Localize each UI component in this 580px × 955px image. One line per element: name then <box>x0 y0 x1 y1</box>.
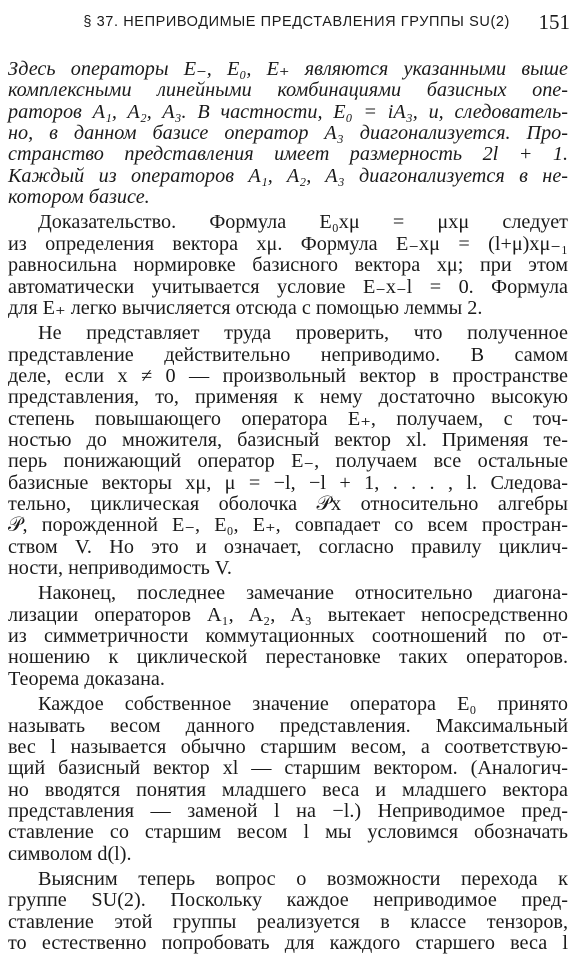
text-line: ставление этой группы реализуется в классе тензоров, <box>8 910 568 933</box>
text-line: котором базисе. <box>8 186 150 209</box>
text-line: группе SU(2). Поскольку каждое неприводимое пред- <box>8 889 568 912</box>
text-line: равносильна нормировке базисного вектора xμ; при этом <box>8 254 568 277</box>
text-line: представления, то, применяя к нему достаточно высокую <box>8 386 568 409</box>
text-line: ности, неприводимость V. <box>8 557 232 580</box>
text-line: то естественно попробовать для каждого старшего веса l <box>8 932 568 954</box>
text-line: 𝒫, порожденной E₋, E₀, E₊, совпадает со всем простран- <box>8 514 568 537</box>
text-line: Каждый из операторов A₁, A₂, A₃ диагонализуется в не- <box>8 164 568 187</box>
text-line: Доказательство. Формула E₀xμ = μxμ следует <box>38 211 568 234</box>
text-line: из определения вектора xμ. Формула E₋xμ = (l+μ)xμ₋₁ <box>8 232 568 255</box>
text-line: но вводятся понятия младшего веса и младшего вектора <box>8 778 568 801</box>
text-line: Каждое собственное значение оператора E₀ принято <box>38 693 568 716</box>
text-line: Не представляет труда проверить, что полученное <box>38 322 568 345</box>
section-title: § 37. НЕПРИВОДИМЫЕ ПРЕДСТАВЛЕНИЯ ГРУППЫ SU(2) <box>83 14 510 30</box>
text-line: перь понижающий оператор E₋, получаем все остальные <box>8 450 568 473</box>
text-line: представления — заменой l на −l.) Неприводимое пред- <box>8 799 568 822</box>
text-line: для E₊ легко вычисляется отсюда с помощью леммы 2. <box>8 296 483 319</box>
text-line: лизации операторов A₁, A₂, A₃ вытекает непосредственно <box>8 603 568 626</box>
text-line: ством V. Но это и означает, согласно правилу циклич- <box>8 535 568 558</box>
text-line: представление действительно неприводимо. В самом <box>8 343 568 366</box>
page-number: 151 <box>538 10 570 34</box>
text-line: Наконец, последнее замечание относительно диагона- <box>38 582 568 605</box>
text-line: раторов A₁, A₂, A₃. В частности, E₀ = iA₃, и, следователь- <box>8 100 568 123</box>
running-header <box>0 10 580 36</box>
text-line: комплексными линейными комбинациями базисных опе- <box>8 79 568 102</box>
text-line: Теорема доказана. <box>8 667 165 690</box>
text-line: базисные векторы xμ, μ = −l, −l + 1, . . . , l. Следова- <box>8 471 568 494</box>
text-line: из симметричности коммутационных соотношений по от- <box>8 625 568 648</box>
text-line: щий базисный вектор xl — старшим вектором. (Аналогич- <box>8 757 568 780</box>
text-line: вес l называется обычно старшим весом, а соответствую- <box>8 735 568 758</box>
text-line: странство представления имеет размерность 2l + 1. <box>8 143 568 166</box>
text-line: ношению к циклической перестановке таких операторов. <box>8 646 568 669</box>
text-line: символом d(l). <box>8 842 132 865</box>
text-line: деле, если x ≠ 0 — произвольный вектор в пространстве <box>8 364 568 387</box>
text-line: Здесь операторы E₋, E₀, E₊ являются указанными выше <box>8 58 568 80</box>
text-line: но, в данном базисе оператор A₃ диагонализуется. Про- <box>8 122 568 145</box>
text-line: ностью до множителя, базисный вектор xl. Применяя те- <box>8 428 568 451</box>
text-line: Выясним теперь вопрос о возможности перехода к <box>38 867 568 890</box>
text-line: называть весом данного представления. Максимальный <box>8 714 568 737</box>
text-line: автоматически учитывается условие E₋x₋l = 0. Формула <box>8 275 568 298</box>
text-line: степень повышающего оператора E₊, получаем, с точ- <box>8 407 568 430</box>
text-line: тельно, циклическая оболочка 𝒫x относительно алгебры <box>8 493 568 515</box>
text-line: ставление со старшим весом l мы условимся обозначать <box>8 821 568 844</box>
